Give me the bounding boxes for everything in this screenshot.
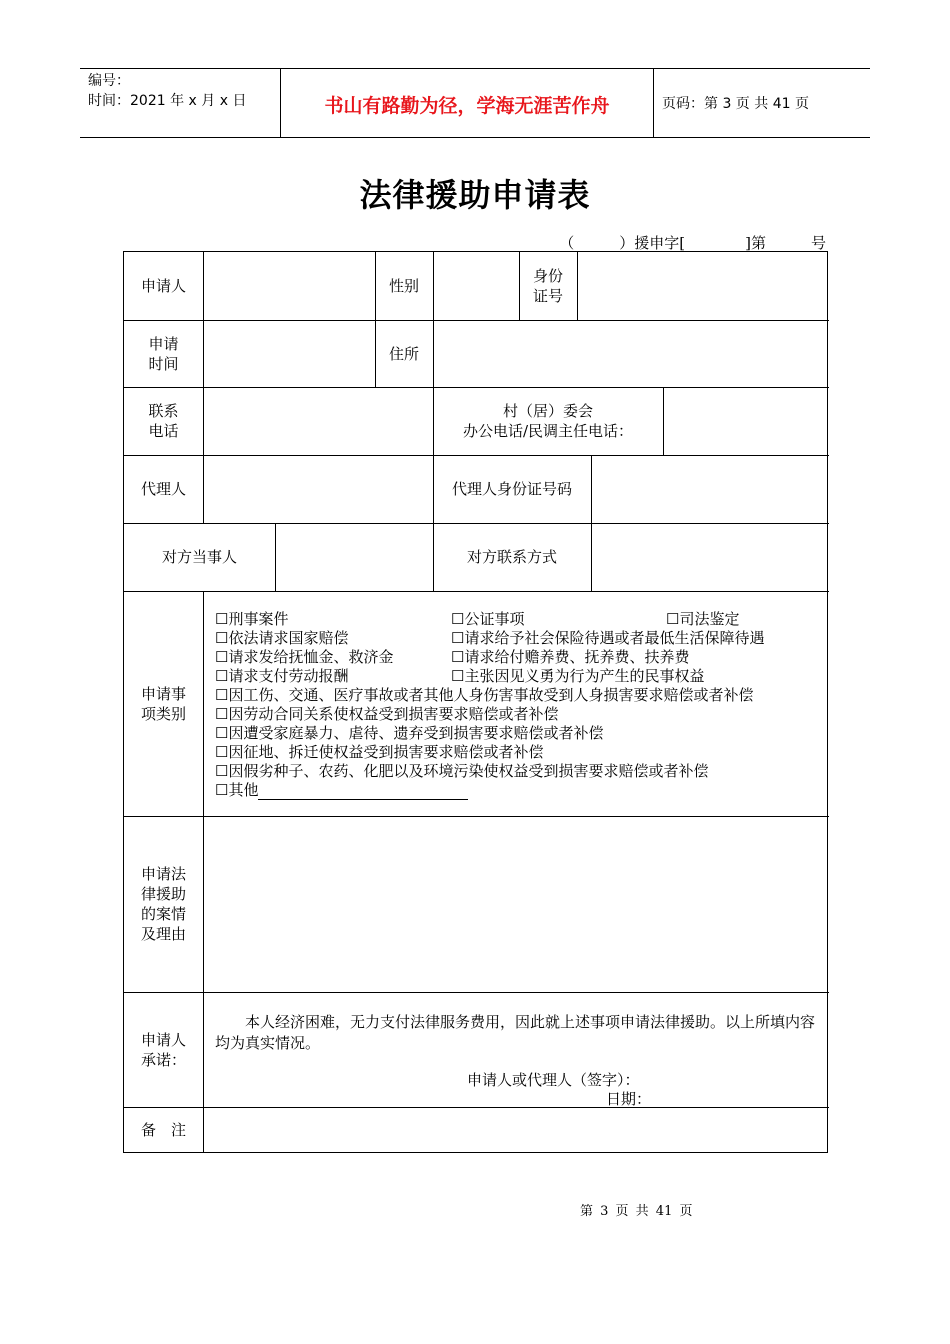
apply-time-field[interactable] (204, 321, 374, 386)
option-labor-contract[interactable]: ☐因劳动合同关系使权益受到损害要求赔偿或者补偿 (215, 705, 559, 723)
agent-label: 代理人 (140, 480, 186, 498)
time-label: 时间：2021 年 x 月 x 日 (88, 93, 247, 109)
header-meta (80, 69, 280, 137)
phone-field[interactable] (204, 388, 432, 454)
option-judicial-appraisal[interactable]: ☐司法鉴定 (666, 610, 740, 628)
id-number-field[interactable] (578, 253, 827, 319)
reason-label: 申请法 律援助 的案情 及理由 (140, 865, 186, 943)
row-divider (124, 992, 829, 993)
signature-label: 申请人或代理人（签字）： (467, 1071, 640, 1089)
applicant-label: 申请人 (140, 277, 186, 295)
gender-field[interactable] (434, 253, 518, 319)
option-social-insurance[interactable]: ☐请求给予社会保险待遇或者最低生活保障待遇 (451, 629, 765, 647)
header-page-info: 页码：第 3 页 共 41 页 (662, 96, 809, 112)
option-injury-compensation[interactable]: ☐因工伤、交通、医疗事故或者其他人身伤害事故受到人身损害要求赔偿或者补偿 (215, 686, 754, 704)
option-pension-relief[interactable]: ☐请求发给抚恤金、救济金 (215, 648, 394, 666)
option-land-expropriation[interactable]: ☐因征地、拆迁使权益受到损害要求赔偿或者补偿 (215, 743, 544, 761)
promise-label: 申请人 承诺： (140, 1030, 186, 1069)
application-form-table (123, 251, 828, 1153)
header-motto: 书山有路勤为径，学海无涯苦作舟 (324, 95, 610, 117)
opponent-contact-label: 对方联系方式 (466, 548, 557, 566)
date-label: 日期： (606, 1090, 652, 1108)
option-support-payment[interactable]: ☐请求给付赡养费、抚养费、扶养费 (451, 648, 690, 666)
doc-number: （ ）援申字[ ]第 号 (559, 234, 826, 252)
remarks-field[interactable] (204, 1108, 827, 1152)
option-notary[interactable]: ☐公证事项 (451, 610, 525, 628)
page-header (80, 68, 870, 138)
option-fake-agri-pollution[interactable]: ☐因假劣种子、农药、化肥以及环境污染使权益受到损害要求赔偿或者补偿 (215, 762, 709, 780)
reason-field[interactable] (204, 817, 827, 991)
option-criminal[interactable]: ☐刑事案件 (215, 610, 289, 628)
agent-id-field[interactable] (592, 456, 827, 522)
matter-type-label: 申请事 项类别 (140, 684, 186, 723)
opponent-field[interactable] (276, 524, 432, 590)
gender-label: 性别 (388, 277, 419, 295)
promise-text: 本人经济困难，无力支付法律服务费用，因此就上述事项申请法律援助。以上所填内容均为真实情况。 (215, 1013, 816, 1052)
option-labor-pay[interactable]: ☐请求支付劳动报酬 (215, 667, 349, 685)
applicant-field[interactable] (204, 253, 374, 319)
agent-id-label: 代理人身份证号码 (451, 480, 572, 498)
apply-time-label: 申请 时间 (148, 334, 179, 373)
opponent-contact-field[interactable] (592, 524, 827, 590)
row-divider (124, 591, 829, 592)
address-field[interactable] (434, 321, 827, 386)
option-other[interactable]: ☐其他 (215, 781, 468, 800)
page-footer: 第 3 页 共 41 页 (580, 1204, 693, 1219)
committee-label: 村（居）委会 办公电话/民调主任电话： (462, 402, 634, 440)
phone-label: 联系 电话 (148, 402, 179, 440)
address-label: 住所 (388, 344, 419, 363)
option-domestic-violence[interactable]: ☐因遭受家庭暴力、虐待、遗弃受到损害要求赔偿或者补偿 (215, 724, 604, 742)
committee-phone-field[interactable] (664, 388, 827, 454)
page-title: 法律援助申请表 (359, 176, 591, 214)
opponent-label: 对方当事人 (161, 548, 237, 566)
option-heroic-act[interactable]: ☐主张因见义勇为行为产生的民事权益 (451, 667, 705, 685)
agent-field[interactable] (204, 456, 432, 522)
remarks-label: 备 注 (140, 1120, 186, 1139)
other-blank-line[interactable] (258, 783, 468, 800)
number-label: 编号： (88, 73, 130, 89)
id-number-label: 身份 证号 (532, 267, 563, 305)
header-motto-box (280, 69, 654, 137)
option-state-compensation[interactable]: ☐依法请求国家赔偿 (215, 629, 349, 647)
